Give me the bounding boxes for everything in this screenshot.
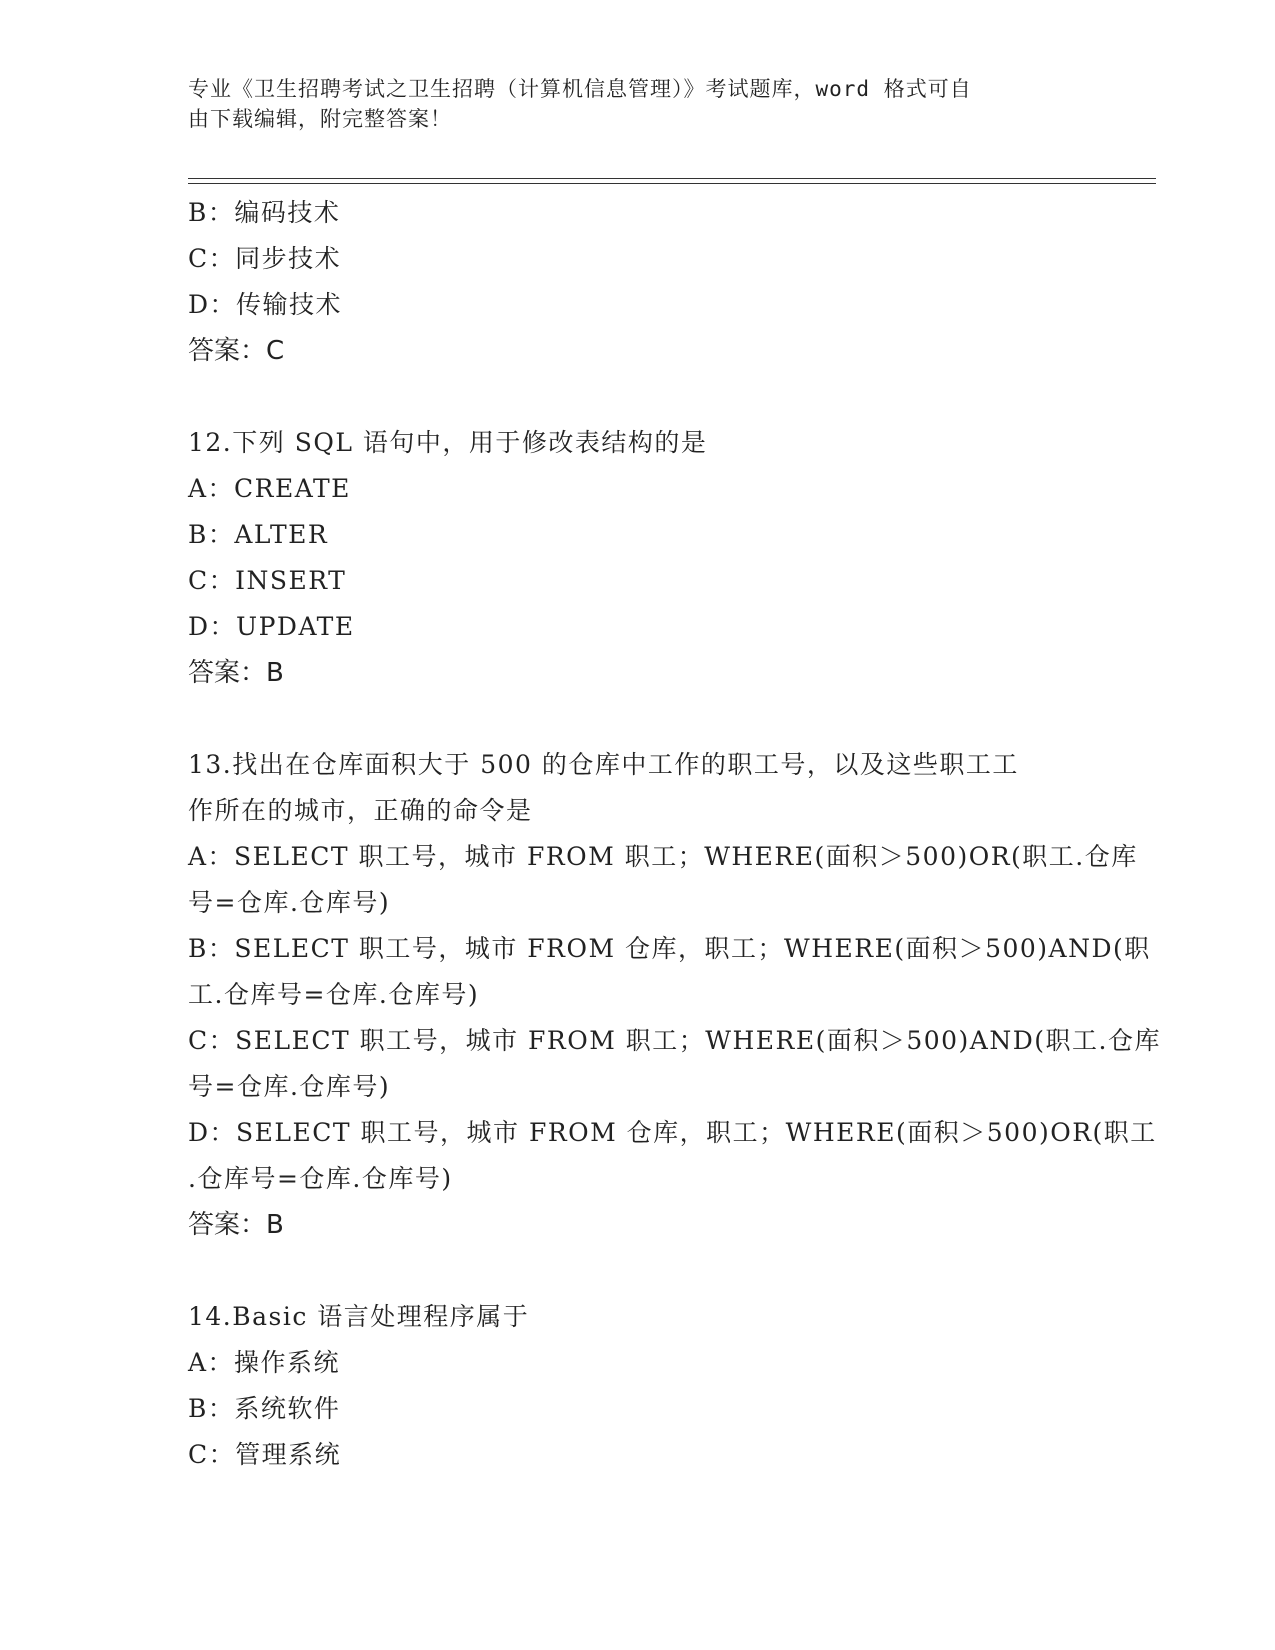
question-spacer bbox=[188, 696, 1088, 742]
header-line-1: 专业《卫生招聘考试之卫生招聘（计算机信息管理）》考试题库，word 格式可自 bbox=[188, 77, 972, 101]
question-spacer bbox=[188, 1248, 1088, 1294]
q11-option-b: B：编码技术 bbox=[188, 198, 341, 227]
q13-stem-line-1: 13.找出在仓库面积大于 500 的仓库中工作的职工号，以及这些职工工 bbox=[188, 750, 1019, 779]
q13-option-a-line-1: A：SELECT 职工号，城市 FROM 职工；WHERE(面积＞500)OR(职工.仓库 bbox=[188, 842, 1138, 871]
page-header bbox=[188, 74, 1078, 134]
q12-answer: 答案：B bbox=[188, 658, 284, 688]
q13-option-d-line-2: .仓库号=仓库.仓库号) bbox=[188, 1164, 453, 1193]
q12-stem: 12.下列 SQL 语句中，用于修改表结构的是 bbox=[188, 428, 708, 457]
q12-option-d: D：UPDATE bbox=[188, 612, 355, 641]
q13-stem-line-2: 作所在的城市，正确的命令是 bbox=[188, 796, 533, 825]
q13-option-a-line-2: 号=仓库.仓库号) bbox=[188, 888, 391, 917]
q11-answer: 答案：C bbox=[188, 336, 285, 366]
question-list bbox=[188, 190, 1161, 1478]
q13-option-b-line-2: 工.仓库号=仓库.仓库号) bbox=[188, 980, 480, 1009]
q12-option-c: C：INSERT bbox=[188, 566, 347, 595]
q14-option-c: C：管理系统 bbox=[188, 1440, 342, 1469]
question-13 bbox=[188, 742, 1161, 1248]
header-line-2: 由下载编辑，附完整答案！ bbox=[188, 107, 452, 131]
q13-option-b-line-1: B：SELECT 职工号，城市 FROM 仓库，职工；WHERE(面积＞500)AND(职 bbox=[188, 934, 1151, 963]
question-11-tail bbox=[188, 190, 1088, 374]
q12-option-a: A：CREATE bbox=[188, 474, 351, 503]
q13-answer: 答案：B bbox=[188, 1210, 284, 1240]
question-12 bbox=[188, 420, 1088, 696]
header-divider-top bbox=[188, 178, 1156, 179]
q14-option-a: A：操作系统 bbox=[188, 1348, 341, 1377]
q11-option-c: C：同步技术 bbox=[188, 244, 342, 273]
q12-option-b: B：ALTER bbox=[188, 520, 329, 549]
q13-option-c-line-1: C：SELECT 职工号，城市 FROM 职工；WHERE(面积＞500)AND(职工.仓库 bbox=[188, 1026, 1161, 1055]
question-14 bbox=[188, 1294, 1088, 1478]
q14-stem: 14.Basic 语言处理程序属于 bbox=[188, 1302, 530, 1331]
q13-option-d-line-1: D：SELECT 职工号，城市 FROM 仓库，职工；WHERE(面积＞500)OR(职工 bbox=[188, 1118, 1157, 1147]
header-divider-bottom bbox=[188, 183, 1156, 184]
q14-option-b: B：系统软件 bbox=[188, 1394, 341, 1423]
q13-option-c-line-2: 号=仓库.仓库号) bbox=[188, 1072, 391, 1101]
question-spacer bbox=[188, 374, 1088, 420]
q11-option-d: D：传输技术 bbox=[188, 290, 343, 319]
